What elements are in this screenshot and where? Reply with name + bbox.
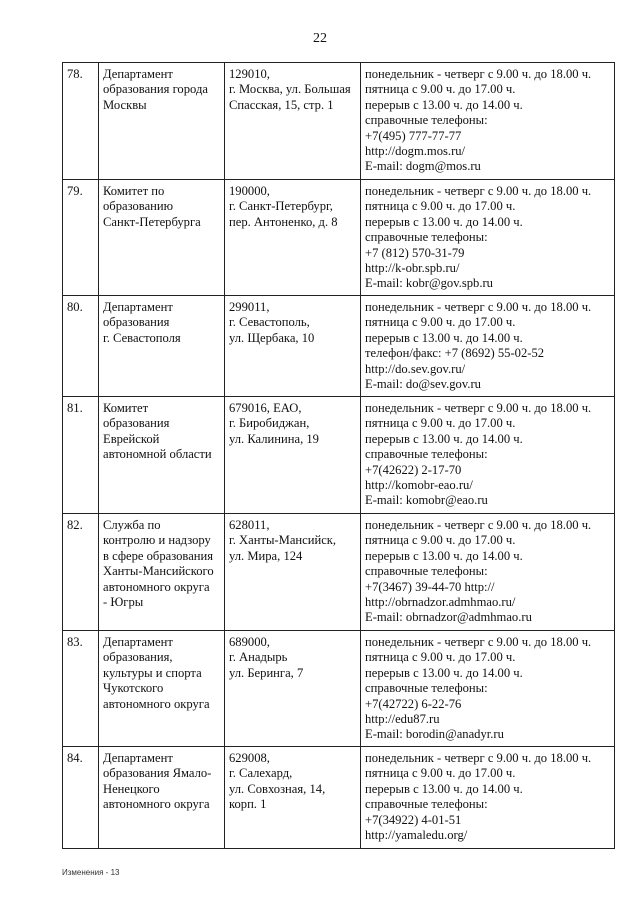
contact-info: понедельник - четверг с 9.00 ч. до 18.00 ч. пятница с 9.00 ч. до 17.00 ч. перерыв с 13.00 ч. до 14.00 ч. справочные телефоны: +7(3467) 39-44-70 http:// http://obrnadzor.admhmao.ru/ E-mail: obrnadzor@admhmao.ru — [361, 514, 615, 631]
row-number: 82. — [63, 514, 99, 631]
contact-info: понедельник - четверг с 9.00 ч. до 18.00 ч. пятница с 9.00 ч. до 17.00 ч. перерыв с 13.00 ч. до 14.00 ч. справочные телефоны: +7(495) 777-77-77 http://dogm.mos.ru/ E-mail: dogm@mos.ru — [361, 63, 615, 180]
table-row — [63, 514, 615, 631]
row-number: 79. — [63, 180, 99, 296]
row-number: 80. — [63, 296, 99, 397]
table-row — [63, 180, 615, 296]
address: 628011, г. Ханты-Мансийск, ул. Мира, 124 — [225, 514, 361, 631]
table-row — [63, 747, 615, 849]
address: 129010, г. Москва, ул. Большая Спасская, 15, стр. 1 — [225, 63, 361, 180]
table-row — [63, 631, 615, 747]
contact-info: понедельник - четверг с 9.00 ч. до 18.00 ч. пятница с 9.00 ч. до 17.00 ч. перерыв с 13.00 ч. до 14.00 ч. справочные телефоны: +7(42622) 2-17-70 http://komobr-eao.ru/ E-mail: komobr@eao.ru — [361, 397, 615, 514]
contact-info: понедельник - четверг с 9.00 ч. до 18.00 ч. пятница с 9.00 ч. до 17.00 ч. перерыв с 13.00 ч. до 14.00 ч. телефон/факс: +7 (8692) 55-02-52 http://do.sev.gov.ru/ E-mail: do@sev.gov.ru — [361, 296, 615, 397]
row-number: 81. — [63, 397, 99, 514]
organization-name: Комитет по образованию Санкт-Петербурга — [99, 180, 225, 296]
address: 689000, г. Анадырь ул. Беринга, 7 — [225, 631, 361, 747]
contact-info: понедельник - четверг с 9.00 ч. до 18.00 ч. пятница с 9.00 ч. до 17.00 ч. перерыв с 13.00 ч. до 14.00 ч. справочные телефоны: +7(34922) 4-01-51 http://yamaledu.org/ — [361, 747, 615, 849]
organization-name: Служба по контролю и надзору в сфере образования Ханты-Мансийского автономного округа - Югры — [99, 514, 225, 631]
row-number: 84. — [63, 747, 99, 849]
address: 629008, г. Салехард, ул. Совхозная, 14, корп. 1 — [225, 747, 361, 849]
organization-name: Департамент образования Ямало- Ненецкого автономного округа — [99, 747, 225, 849]
education-authorities-table — [62, 62, 615, 849]
organization-name: Департамент образования г. Севастополя — [99, 296, 225, 397]
table-row — [63, 296, 615, 397]
contact-info: понедельник - четверг с 9.00 ч. до 18.00 ч. пятница с 9.00 ч. до 17.00 ч. перерыв с 13.00 ч. до 14.00 ч. справочные телефоны: +7 (812) 570-31-79 http://k-obr.spb.ru/ E-mail: kobr@gov.spb.ru — [361, 180, 615, 296]
address: 190000, г. Санкт-Петербург, пер. Антоненко, д. 8 — [225, 180, 361, 296]
row-number: 78. — [63, 63, 99, 180]
organization-name: Департамент образования города Москвы — [99, 63, 225, 180]
organization-name: Департамент образования, культуры и спорта Чукотского автономного округа — [99, 631, 225, 747]
row-number: 83. — [63, 631, 99, 747]
address: 299011, г. Севастополь, ул. Щербака, 10 — [225, 296, 361, 397]
page-number: 22 — [313, 31, 327, 46]
table-row — [63, 397, 615, 514]
organization-name: Комитет образования Еврейской автономной области — [99, 397, 225, 514]
contact-info: понедельник - четверг с 9.00 ч. до 18.00 ч. пятница с 9.00 ч. до 17.00 ч. перерыв с 13.00 ч. до 14.00 ч. справочные телефоны: +7(42722) 6-22-76 http://edu87.ru E-mail: borodin@anadyr.ru — [361, 631, 615, 747]
address: 679016, ЕАО, г. Биробиджан, ул. Калинина, 19 — [225, 397, 361, 514]
footer-revision-note: Изменения - 13 — [62, 868, 120, 877]
table-row — [63, 63, 615, 180]
